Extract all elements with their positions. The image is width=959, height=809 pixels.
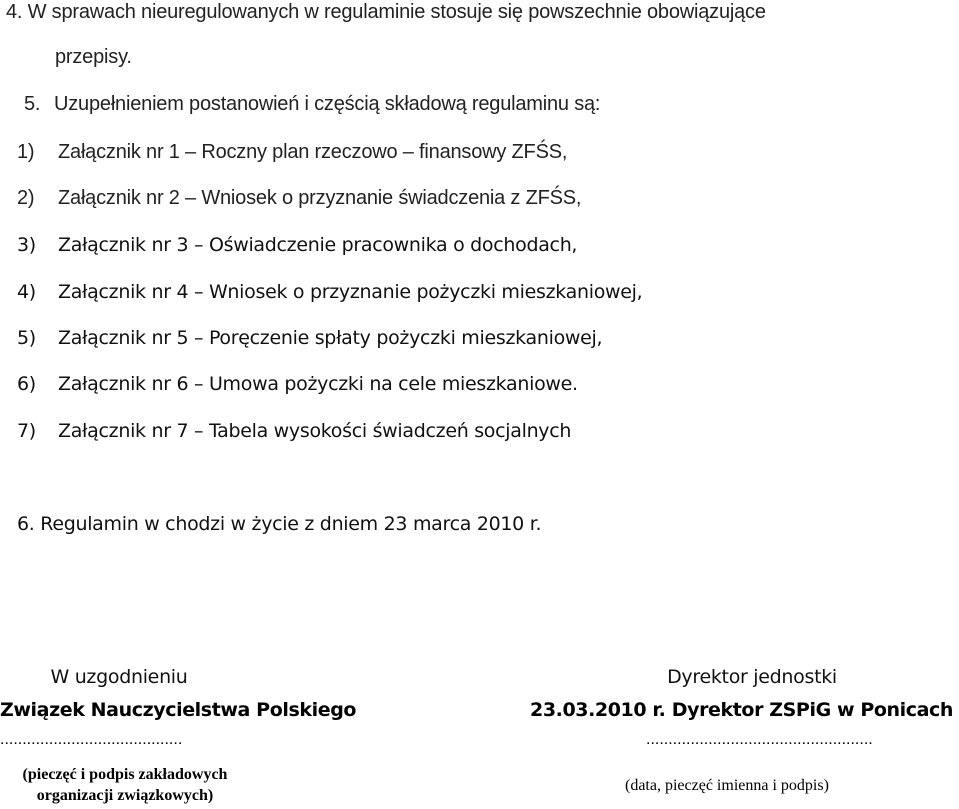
attachment-text: Załącznik nr 1 – Roczny plan rzeczowo – finansowy ZFŚS, <box>58 141 568 163</box>
attachment-number: 7) <box>17 420 36 442</box>
attachment-number: 4) <box>17 281 36 303</box>
paragraph-6: 6. Regulamin w chodzi w życie z dniem 23 marca 2010 r. <box>17 513 542 535</box>
attachment-1 <box>17 140 567 164</box>
attachment-text: Załącznik nr 2 – Wniosek o przyznanie świadczenia z ZFŚS, <box>58 187 582 209</box>
left-signature-organization: Związek Nauczycielstwa Polskiego <box>0 699 357 721</box>
attachment-2 <box>17 186 581 210</box>
attachment-text: Załącznik nr 5 – Poręczenie spłaty pożyczki mieszkaniowej, <box>58 327 603 349</box>
paragraph-5-number: 5. <box>24 93 41 115</box>
left-signature-caption-line-1: (pieczęć i podpis zakładowych <box>22 766 228 783</box>
attachment-number: 1) <box>17 141 35 163</box>
right-signature-caption: (data, pieczęć imienna i podpis) <box>625 777 829 794</box>
left-signature-heading: W uzgodnieniu <box>50 666 188 688</box>
right-signature-dots: ................................................... <box>646 731 873 748</box>
attachment-number: 3) <box>17 234 36 256</box>
attachment-number: 6) <box>17 373 36 395</box>
attachment-3 <box>17 233 577 257</box>
attachment-text: Załącznik nr 6 – Umowa pożyczki na cele mieszkaniowe. <box>58 373 578 395</box>
attachment-text: Załącznik nr 3 – Oświadczenie pracownika o dochodach, <box>58 234 578 256</box>
left-signature-caption-line-2: organizacji związkowych) <box>36 787 214 804</box>
attachment-4 <box>17 280 642 304</box>
paragraph-5-text: Uzupełnieniem postanowień i częścią składową regulaminu są: <box>54 93 601 115</box>
attachment-number: 5) <box>17 327 36 349</box>
attachment-text: Załącznik nr 4 – Wniosek o przyznanie pożyczki mieszkaniowej, <box>58 281 643 303</box>
right-signature-date-title: 23.03.2010 r. Dyrektor ZSPiG w Ponicach <box>530 699 954 721</box>
paragraph-4-line-2: przepisy. <box>55 46 132 68</box>
attachment-6 <box>17 372 578 396</box>
attachment-number: 2) <box>17 187 35 209</box>
attachment-5 <box>17 326 602 350</box>
paragraph-4-line-1: 4. W sprawach nieuregulowanych w regulaminie stosuje się powszechnie obowiązujące <box>6 1 766 23</box>
attachment-text: Załącznik nr 7 – Tabela wysokości świadczeń socjalnych <box>58 420 572 442</box>
right-signature-heading: Dyrektor jednostki <box>667 666 837 688</box>
left-signature-dots: ......................................... <box>0 731 183 748</box>
attachment-7 <box>17 419 571 443</box>
